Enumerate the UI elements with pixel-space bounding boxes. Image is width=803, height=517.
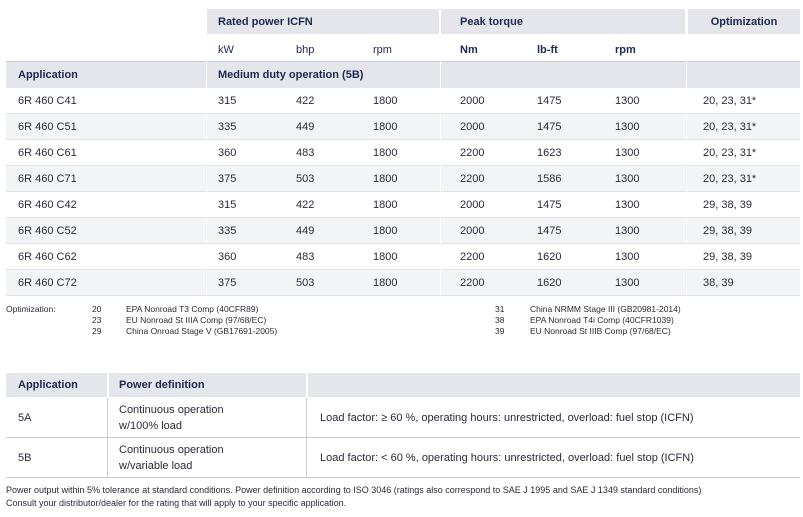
rpm-cell: 1800 [373,199,398,211]
application-cell: 5A [18,411,32,424]
peak-rpm-cell: 1300 [615,199,640,211]
unit-lbft: lb-ft [537,43,558,56]
rpm-cell: 1800 [373,121,398,133]
application-cell: 6R 460 C61 [18,147,77,159]
optimization-cell: 20, 23, 31* [703,121,757,133]
kw-cell: 375 [218,173,237,185]
peak-rpm-cell: 1300 [615,147,640,159]
nm-cell: 2000 [460,199,485,211]
optimization-cell: 20, 23, 31* [703,147,757,159]
optimization-cell: 29, 38, 39 [703,251,752,263]
col-separator [306,438,307,477]
col-sep-1 [206,9,207,295]
bhp-cell: 483 [296,251,315,263]
lbft-cell: 1620 [537,277,562,289]
optimization-cell: 20, 23, 31* [703,95,757,107]
power-definition-line-1: Continuous operation [119,403,224,416]
table-row [6,244,800,270]
legend-text: China NRMM Stage III (GB20981-2014) [530,304,681,314]
optimization-header: Optimization [688,9,800,34]
bhp-cell: 483 [296,147,315,159]
unit-nm: Nm [460,43,478,56]
col-separator [107,398,108,437]
row-divider [6,295,800,296]
table-row [6,166,800,192]
unit-rpm: rpm [373,43,392,56]
bhp-cell: 503 [296,173,315,185]
peak-rpm-cell: 1300 [615,225,640,237]
table-row [6,270,800,296]
application-cell: 6R 460 C41 [18,95,77,107]
rpm-cell: 1800 [373,251,398,263]
col-separator [306,398,307,437]
legend-text: EPA Nonroad T3 Comp (40CFR89) [126,304,259,314]
peak-rpm-cell: 1300 [615,121,640,133]
rpm-cell: 1800 [373,95,398,107]
application-cell: 6R 460 C42 [18,199,77,211]
table-row [6,192,800,218]
footer-line-1: Power output within 5% tolerance at standard conditions. Power definition according to ISO 3046 (ratings also correspond to SAE J 1995 and SAE J 1349 standard conditions) [6,485,702,495]
table-row [6,218,800,244]
peak-rpm-cell: 1300 [615,251,640,263]
lbft-cell: 1475 [537,199,562,211]
lbft-cell: 1475 [537,225,562,237]
power-definition-line-2: w/100% load [119,419,182,432]
peak-rpm-cell: 1300 [615,95,640,107]
nm-cell: 2200 [460,277,485,289]
legend-text: China Onroad Stage V (GB17691-2005) [126,326,278,336]
lbft-cell: 1586 [537,173,562,185]
col-sep-3 [686,9,687,295]
bhp-cell: 503 [296,277,315,289]
bhp-cell: 449 [296,225,315,237]
application-cell: 6R 460 C51 [18,121,77,133]
legend-text: EPA Nonroad T4i Comp (40CFR1039) [530,315,674,325]
application-label: Application [18,69,78,81]
row-divider [6,477,800,478]
legend-text: EU Nonroad St IIIB Comp (97/68/EC) [530,326,671,336]
nm-cell: 2200 [460,147,485,159]
nm-cell: 2200 [460,251,485,263]
lbft-cell: 1475 [537,95,562,107]
optimization-cell: 38, 39 [703,277,734,289]
kw-cell: 335 [218,121,237,133]
legend-number: 38 [495,315,505,325]
description-cell: Load factor: < 60 %, operating hours: unrestricted, overload: fuel stop (ICFN) [320,451,694,464]
col-sep-2 [440,9,441,295]
table-row [6,140,800,166]
rpm-cell: 1800 [373,225,398,237]
kw-cell: 375 [218,277,237,289]
col-separator [107,438,108,477]
nm-cell: 2000 [460,225,485,237]
unit-bhp: bhp [296,43,315,56]
t2-description-header [308,373,800,397]
unit-peak-rpm: rpm [615,43,636,56]
nm-cell: 2200 [460,173,485,185]
description-cell: Load factor: ≥ 60 %, operating hours: unrestricted, overload: fuel stop (ICFN) [320,411,694,424]
power-definition-line-2: w/variable load [119,459,193,472]
peak-rpm-cell: 1300 [615,277,640,289]
legend-number: 20 [92,304,102,314]
rpm-cell: 1800 [373,277,398,289]
kw-cell: 335 [218,225,237,237]
legend-label: Optimization: [6,304,56,314]
rpm-cell: 1800 [373,147,398,159]
application-cell: 6R 460 C52 [18,225,77,237]
rated-power-header: Rated power ICFN [207,9,439,34]
application-cell: 5B [18,451,32,464]
application-cell: 6R 460 C72 [18,277,77,289]
lbft-cell: 1620 [537,251,562,263]
optimization-cell: 20, 23, 31* [703,173,757,185]
legend-number: 29 [92,326,102,336]
application-cell: 6R 460 C62 [18,251,77,263]
peak-torque-header: Peak torque [441,9,685,34]
nm-cell: 2000 [460,121,485,133]
kw-cell: 360 [218,251,237,263]
peak-rpm-cell: 1300 [615,173,640,185]
table-row [6,114,800,140]
optimization-cell: 29, 38, 39 [703,225,752,237]
nm-cell: 2000 [460,95,485,107]
section-row-bg [6,62,800,88]
section-label: Medium duty operation (5B) [218,69,364,81]
bhp-cell: 422 [296,199,315,211]
kw-cell: 315 [218,95,237,107]
table-row [6,88,800,114]
optimization-cell: 29, 38, 39 [703,199,752,211]
legend-number: 31 [495,304,505,314]
footer-line-2: Consult your distributor/dealer for the rating that will apply to your specific application. [6,498,347,508]
kw-cell: 360 [218,147,237,159]
unit-kw: kW [218,43,234,56]
lbft-cell: 1623 [537,147,562,159]
application-cell: 6R 460 C71 [18,173,77,185]
kw-cell: 315 [218,199,237,211]
rpm-cell: 1800 [373,173,398,185]
legend-text: EU Nonroad St IIIA Comp (97/68/EC) [126,315,267,325]
t2-power-definition-header: Power definition [109,373,306,397]
power-definition-line-1: Continuous operation [119,443,224,456]
bhp-cell: 449 [296,121,315,133]
legend-number: 39 [495,326,505,336]
bhp-cell: 422 [296,95,315,107]
legend-number: 23 [92,315,102,325]
t2-application-header: Application [6,373,107,397]
lbft-cell: 1475 [537,121,562,133]
